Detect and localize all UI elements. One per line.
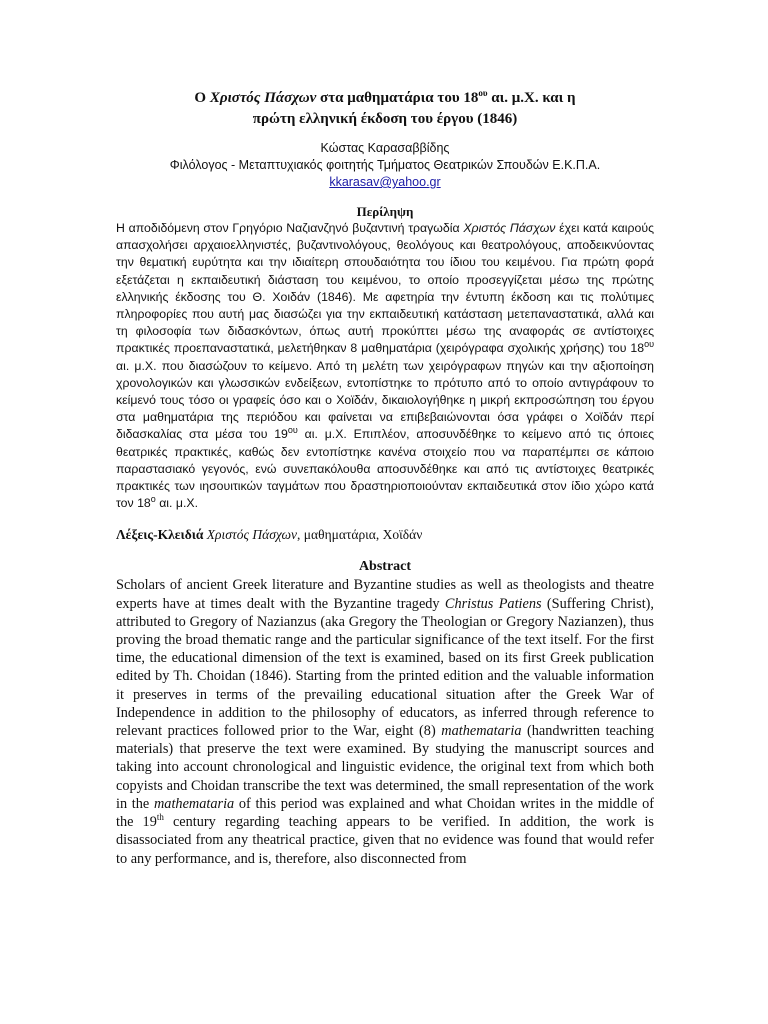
keywords-line bbox=[116, 526, 654, 544]
summary-paragraph bbox=[116, 220, 654, 512]
abstract-paragraph bbox=[116, 576, 654, 867]
title-superscript: ου bbox=[478, 88, 488, 98]
title-text: αι. μ.Χ. και η bbox=[487, 90, 576, 106]
abstract-superscript: th bbox=[156, 812, 164, 823]
title-italic: Χριστός Πάσχων bbox=[209, 90, 317, 106]
paper-title bbox=[116, 88, 654, 130]
abstract-text: (handwritten teaching materials) that preserve the text were examined. By studying the manuscript sources and taking into account chronological and linguistic evidence, the original text from which both copyists and Choidan transcribe the text was determined, the small representation of the work in the bbox=[116, 723, 654, 812]
abstract-italic: mathemataria bbox=[441, 723, 522, 740]
abstract-heading: Abstract bbox=[358, 559, 412, 575]
title-text: στα μαθηματάρια του 18 bbox=[316, 90, 479, 106]
summary-italic: Χριστός Πάσχων bbox=[463, 221, 556, 235]
document-page bbox=[116, 88, 654, 868]
summary-text: Η αποδιδόμενη στον Γρηγόριο Ναζιανζηνό βυζαντινή τραγωδία bbox=[116, 221, 464, 235]
summary-text: αι. μ.Χ. που διασώζουν το κείμενο. Από τη μελέτη των χειρόγραφων πηγών και την αξιοποίηση χρονολογικών και γλωσσικών ενδείξεων, εντοπίστηκε το πρότυπο από το οποίο αντιγράφουν το κείμενό τους τόσο οι γραφείς όσο και ο Χοϊδάν, δικαιολογήθηκε η μικρή εκπροσώπηση του έργου στα μαθηματάρια της περιόδου και φαίνεται να επιβεβαιώνονται όσα γράφει ο Χοϊδάν περί διδασκαλίας στα μέσα του 19 bbox=[116, 358, 654, 442]
summary-text: αι. μ.Χ. bbox=[155, 496, 198, 511]
abstract-text: (Suffering Christ), attributed to Gregory of Nazianzus (aka Gregory the Theologian or Gregory Nazianzen), thus proving the broad thematic range and the particular significance of the text itself. For the first time, the educational dimension of the text is examined, based on its first Greek publication edited by Th. Choidan (1846). Starting from the printed edition and the valuable information it preserves in terms of the prevailing educational situation after the Greek War of Independence in addition to the philosophy of educators, as inferred through reference to relevant practices followed prior to the War, eight (8) bbox=[116, 595, 654, 740]
abstract-text: century regarding teaching appears to be verified. In addition, the work is disassociated from any theatrical practice, given that no evidence was found that would refer to any performance, and is, therefore, also disconnected from bbox=[116, 814, 654, 867]
abstract-italic: Christus Patiens bbox=[444, 595, 542, 612]
title-line-1 bbox=[116, 88, 654, 109]
summary-heading: Περίληψη bbox=[356, 204, 414, 219]
title-line-2: πρώτη ελληνική έκδοση του έργου (1846) bbox=[252, 111, 518, 127]
abstract-text: Scholars of ancient Greek literature and Byzantine studies as well as theologists and theatre experts have at times dealt with the Byzantine tragedy bbox=[116, 577, 654, 612]
author-block bbox=[116, 140, 654, 191]
abstract-italic: mathemataria bbox=[153, 795, 235, 812]
keywords-italic: Χριστός Πάσχων bbox=[203, 527, 298, 543]
summary-text: έχει κατά καιρούς απασχολήσει αρχαιοελληνιστές, βυζαντινολόγους, θεολόγους και θεατρολόγους, αποδεικνύοντας την θεματική ευρύτητα και την ιδιαίτερη σπουδαιότητα του ίδιου του κειμένου. Για πρώτη φορά εξετάζεται η εκπαιδευτική διάσταση του κειμένου, το οποίο προσεγγίζεται μέσω της πρώτης ελληνικής έκδοσης του Θ. Χοιδάν (1846). Με αφετηρία την έντυπη έκδοση και τις πολύτιμες πληροφορίες που αυτή μας διασώζει για την εκπαιδευτική κατάσταση μετεπαναστατικά, αλλά και τη φιλοσοφία των διδασκόντων, όπως αυτή προκύπτει μέσω της αναφοράς σε αντίστοιχες πρακτικές προεπαναστατικά, μελετήθηκαν 8 μαθηματάρια (χειρόγραφα σχολικής χρήσης) του 18 bbox=[116, 221, 655, 356]
summary-superscript: ου bbox=[644, 339, 654, 350]
keywords-text: , μαθηματάρια, Χοϊδάν bbox=[297, 527, 423, 543]
author-email-link[interactable]: kkarasav@yahoo.gr bbox=[329, 175, 441, 189]
keywords-label: Λέξεις-Κλειδιά bbox=[116, 527, 204, 543]
summary-text: αι. μ.Χ. Επιπλέον, αποσυνδέθηκε το κείμενο από τις όποιες θεατρικές πρακτικές, καθώς δεν εντοπίστηκε κανένα στοιχείο που να παραπέμπει σε κάποιο παραστασιακό γεγονός, ενώ συνεπακόλουθα αποσυνδέθηκε και από τις αντίστοιχες θεατρικές πρακτικές των ιησουιτικών ταγμάτων που δραστηριοποιούνταν εκπαιδευτικά στον ίδιο χώρο κατά τον 18 bbox=[116, 427, 654, 511]
summary-superscript: ου bbox=[287, 425, 298, 436]
abstract-text: of this period was explained and what Choidan writes in the middle of the 19 bbox=[116, 795, 654, 831]
title-text: Ο bbox=[194, 90, 210, 106]
author-affiliation: Φιλόλογος - Μεταπτυχιακός φοιτητής Τμήματος Θεατρικών Σπουδών Ε.Κ.Π.Α. bbox=[169, 158, 601, 172]
author-name: Κώστας Καρασαββίδης bbox=[320, 141, 450, 155]
summary-superscript: ο bbox=[150, 494, 156, 505]
